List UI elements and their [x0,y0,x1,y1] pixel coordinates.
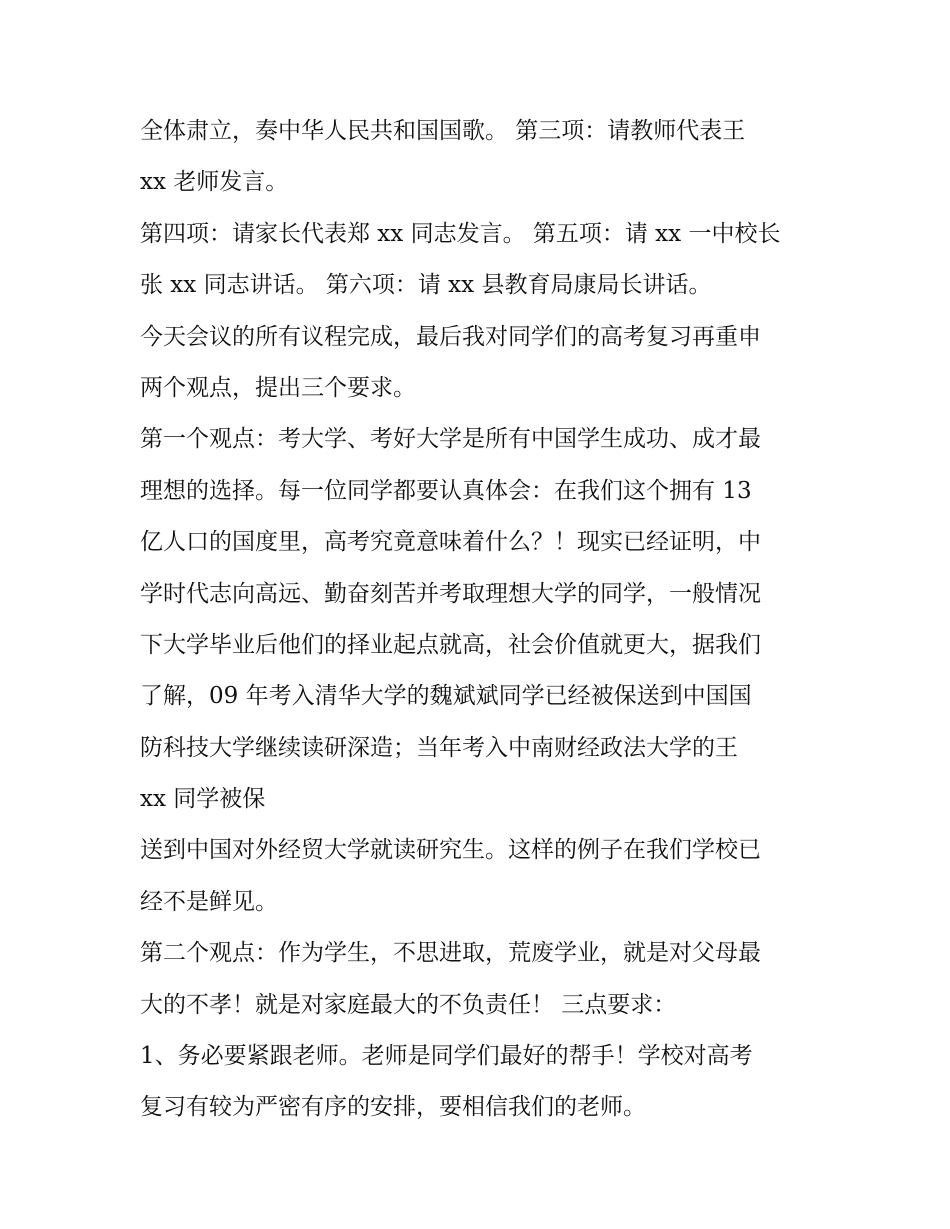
text-line: xx 同学被保 [140,786,266,813]
text-line: 大的不孝！就是对家庭最大的不负责任！ 三点要求： [140,991,677,1018]
text-line: 亿人口的国度里，高考究竟意味着什么？！现实已经证明，中 [140,529,761,556]
text-line: 了解，09 年考入清华大学的魏斌斌同学已经被保送到中国国 [140,683,752,710]
text-line: 1、务必要紧跟老师。老师是同学们最好的帮手！学校对高考 [140,1043,753,1070]
text-line: xx 老师发言。 [140,169,289,196]
text-line: 张 xx 同志讲话。 第六项：请 xx 县教育局康局长讲话。 [140,272,712,299]
text-line: 防科技大学继续读研深造；当年考入中南财经政法大学的王 [140,734,738,761]
text-line: 全体肃立，奏中华人民共和国国歌。 第三项：请教师代表王 [140,118,746,144]
text-line: 理想的选择。每一位同学都要认真体会：在我们这个拥有 13 [140,477,752,504]
text-line: 两个观点，提出三个要求。 [140,374,416,401]
text-line: 学时代志向高远、勤奋刻苦并考取理想大学的同学，一般情况 [140,580,761,607]
text-line: 第一个观点：考大学、考好大学是所有中国学生成功、成才最 [140,426,761,453]
text-line: 送到中国对外经贸大学就读研究生。这样的例子在我们学校已 [140,837,761,864]
text-line: 今天会议的所有议程完成，最后我对同学们的高考复习再重申 [140,323,761,350]
document-body [140,106,830,1134]
text-line: 经不是鲜见。 [140,888,278,915]
text-line: 第二个观点：作为学生，不思进取，荒废学业，就是对父母最 [140,940,761,967]
text-line: 第四项：请家长代表郑 xx 同志发言。 第五项：请 xx 一中校长 [140,220,781,247]
text-line: 下大学毕业后他们的择业起点就高，社会价值就更大，据我们 [140,631,761,658]
text-line: 复习有较为严密有序的安排，要相信我们的老师。 [140,1094,646,1121]
